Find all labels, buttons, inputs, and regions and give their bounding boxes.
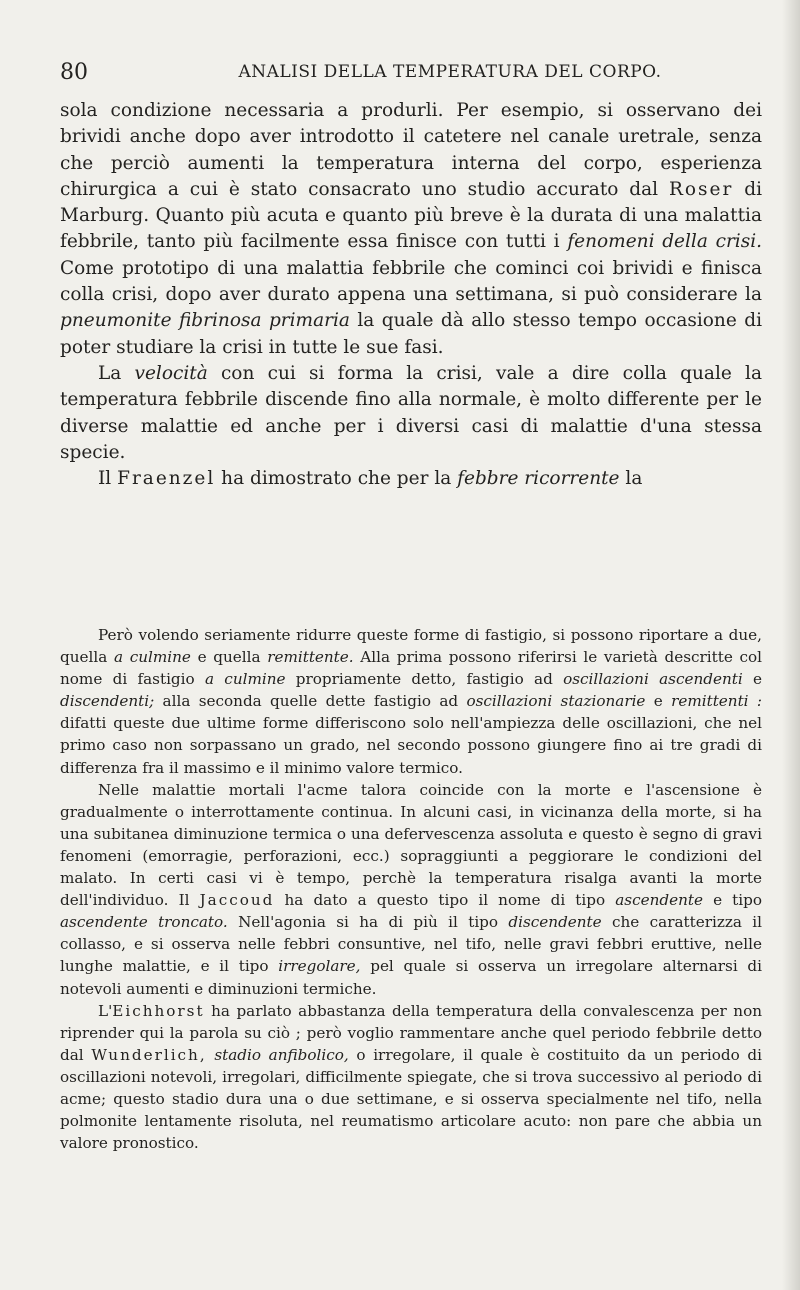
emphasis: ascendente troncato. bbox=[60, 913, 228, 932]
text-run: Come prototipo di una malattia febbrile che cominci coi brividi e finisca colla crisi, dopo aver durato appena una settimana, si può considerare la bbox=[60, 257, 762, 306]
text-run: propriamente detto, fastigio ad bbox=[285, 670, 564, 689]
text-run: e quella bbox=[190, 648, 268, 667]
text-run: sola condizione necessaria a produrli. Per esempio, si osservano dei brividi anche dopo aver introdotto il catetere nel canale uretrale, senza che perciò aumenti la temperatura interna del corpo, esperienza chirurgica a cui è stato consacrato uno studio accurato dal bbox=[60, 100, 762, 200]
text-run: ha parlato abbastanza della temperatura della convalescenza per non riprender qui la parola su ciò ; però voglio rammentare anche quel periodo febbrile detto dal bbox=[60, 1001, 762, 1064]
page-edge-shadow bbox=[782, 0, 800, 1290]
text-run: Nell'agonia si ha di più il tipo bbox=[227, 913, 509, 932]
emphasis: discendente bbox=[508, 913, 602, 932]
text-run: alla seconda quelle dette fastigio ad bbox=[154, 692, 467, 711]
author-name-jaccoud: Jaccoud bbox=[199, 891, 275, 910]
text-run: Nelle malattie mortali l'acme talora coincide con la morte e l'ascensione è gradualmente o interrottamente continua. In alcuni casi, in vicinanza della morte, si ha una subitanea diminuzione termica o una defervescenza assoluta e questo è segno di gravi fenomeni (emorragie, perforazioni, ecc.) sopraggiunti a peggiorare le condizioni del malato. In certi casi vi è tempo, perchè la temperatura risalga avanti la morte dell'individuo. Il bbox=[60, 780, 762, 910]
main-paragraph-2 bbox=[60, 361, 762, 466]
text-run: la quale dà allo stesso tempo occasione di poter studiare la crisi in tutte le sue fasi. bbox=[60, 310, 763, 358]
main-paragraph-1 bbox=[60, 98, 762, 361]
note-paragraph-1 bbox=[60, 624, 762, 779]
emphasis: oscillazioni stazionarie bbox=[466, 692, 646, 711]
emphasis: irregolare, bbox=[278, 957, 361, 976]
text-run: ha dato a questo tipo il nome di tipo bbox=[274, 891, 616, 910]
emphasis: stadio anfibolico, bbox=[214, 1045, 349, 1064]
emphasis-pneumonite: pneumonite fibrinosa primaria bbox=[60, 310, 350, 332]
text-run: Il bbox=[98, 468, 118, 490]
author-name-eichhorst: Eichhorst bbox=[112, 1001, 205, 1020]
text-run: La bbox=[98, 362, 135, 384]
main-text bbox=[60, 98, 762, 492]
text-run: e bbox=[645, 692, 672, 711]
emphasis: remittente. bbox=[267, 648, 354, 667]
author-name-wunderlich: Wunderlich, bbox=[91, 1045, 207, 1064]
author-name-roser: Roser bbox=[668, 178, 734, 200]
text-run: con cui si forma la crisi, vale a dire colla quale la temperatura febbrile discende fino alla normale, è molto differente per le diverse malattie ed anche per i diversi casi di malattie d'una stessa specie. bbox=[60, 362, 762, 463]
emphasis: a culmine bbox=[113, 648, 191, 667]
note-paragraph-2 bbox=[60, 779, 762, 1000]
text-run: e bbox=[742, 670, 762, 689]
emphasis-velocita: velocità bbox=[134, 362, 208, 384]
emphasis-febbre-ricorrente: febbre ricorrente bbox=[457, 468, 620, 490]
note-paragraph-3 bbox=[60, 1000, 762, 1155]
emphasis: a culmine bbox=[204, 670, 286, 689]
text-run: e tipo bbox=[702, 891, 762, 910]
text-run: L' bbox=[98, 1001, 113, 1020]
emphasis: oscillazioni ascendenti bbox=[563, 670, 743, 689]
text-run: pel quale si osserva un irregolare alternarsi di notevoli aumenti e diminuzioni termiche. bbox=[60, 957, 763, 998]
emphasis-fenomeni-crisi: fenomeni della crisi. bbox=[567, 231, 762, 253]
emphasis: discendenti; bbox=[60, 692, 155, 711]
text-run: di Marburg. Quanto più acuta e quanto più breve è la durata di una malattia febbrile, tanto più facilmente essa finisce con tutti i bbox=[60, 178, 763, 253]
emphasis: ascendente bbox=[615, 891, 703, 910]
running-title: ANALISI DELLA TEMPERATURA DEL CORPO. bbox=[238, 62, 662, 82]
text-run: Alla prima possono riferirsi le varietà descritte col nome di fastigio bbox=[60, 648, 762, 689]
main-paragraph-3 bbox=[60, 466, 762, 492]
text-run: Però volendo seriamente ridurre queste forme di fastigio, si possono riportare a due, quella bbox=[60, 626, 762, 667]
text-run: difatti queste due ultime forme differiscono solo nell'ampiezza delle oscillazioni, che nel primo caso non sorpassano un grado, nel secondo possono giungere fino ai tre gradi di differenza fra il massimo e il minimo valore termico. bbox=[60, 714, 762, 777]
page-header bbox=[60, 60, 760, 90]
text-run: ha dimostrato che per la bbox=[215, 468, 458, 490]
text-run: o irregolare, il quale è costituito da un periodo di oscillazioni notevoli, irregolari, difficilmente spiegate, che si trova successivo al periodo di acme; questo stadio dura una o due settimane, e si osserva specialmente nel tifo, nella polmonite lentamente risoluta, nel reumatismo articolare acuto: non pare che abbia un valore pronostico. bbox=[60, 1045, 763, 1153]
footnote-block bbox=[60, 624, 762, 1154]
page-number: 80 bbox=[60, 60, 88, 85]
text-run: che caratterizza il collasso, e si osserva nelle febbri consuntive, nel tifo, nelle gravi febbri eruttive, nelle lunghe malattie, e il tipo bbox=[60, 913, 762, 976]
emphasis: remittenti : bbox=[671, 692, 762, 711]
text-run: la bbox=[619, 468, 643, 490]
author-name-fraenzel: Fraenzel bbox=[117, 468, 216, 490]
